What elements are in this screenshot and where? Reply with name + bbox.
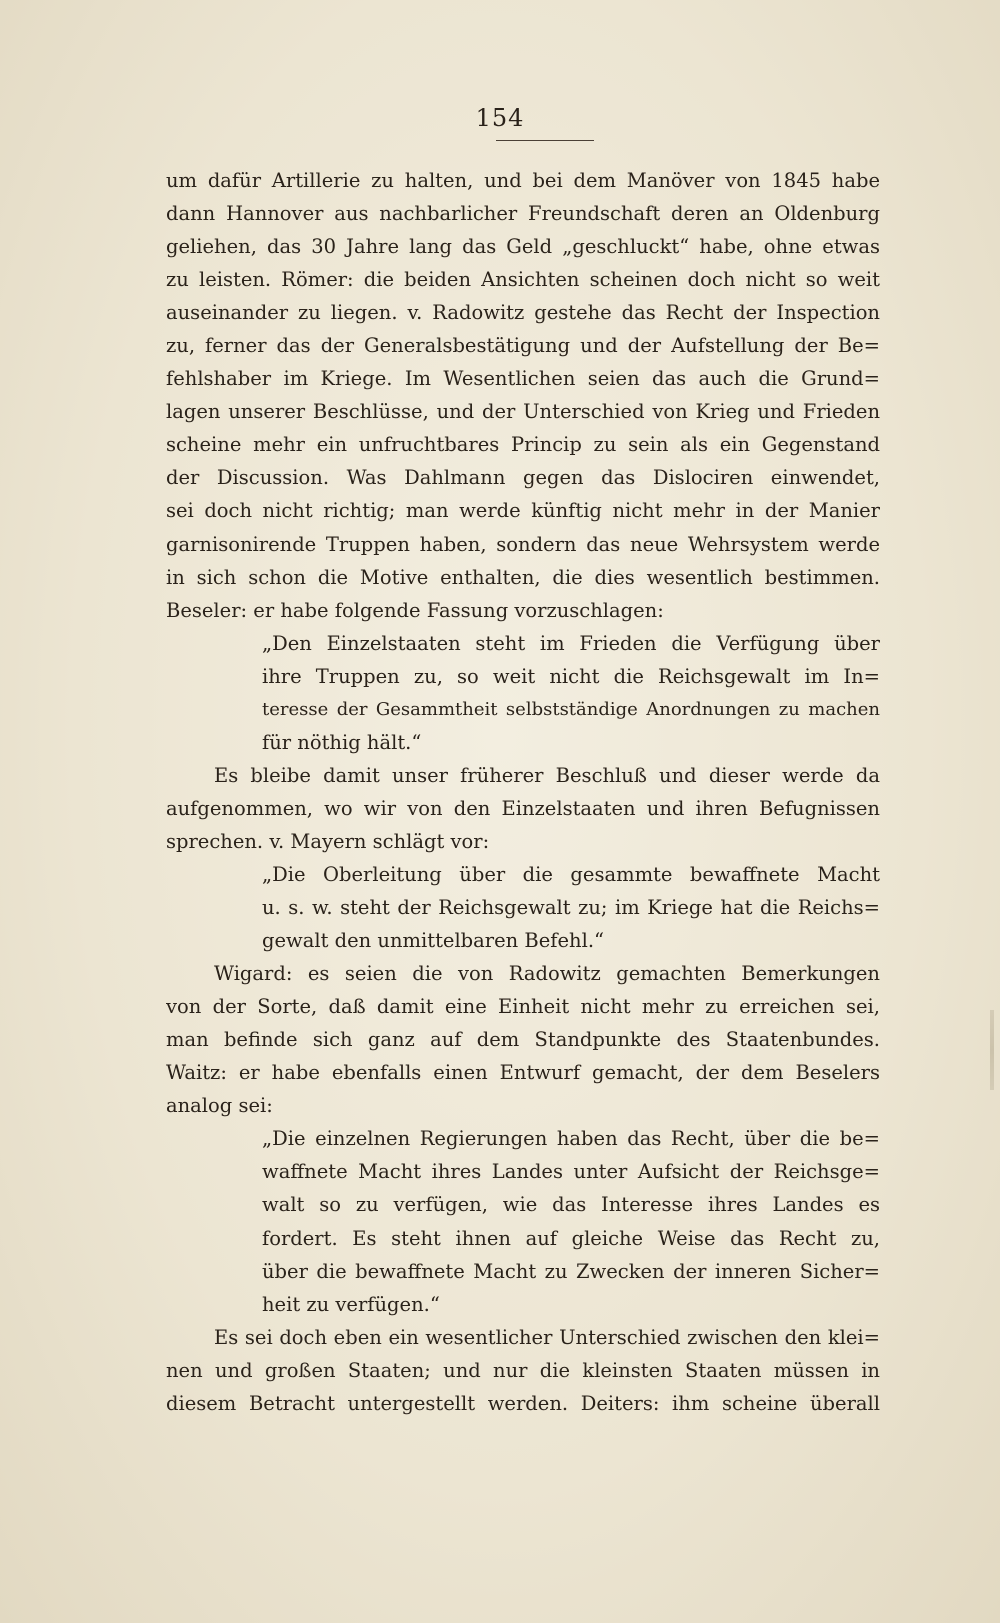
text-line: man befinde sich ganz auf dem Standpunkte des Staatenbundes.: [166, 1028, 880, 1052]
page-edge-mark: [990, 1010, 994, 1090]
text-line: Beseler: er habe folgende Fassung vorzuschlagen:: [166, 598, 664, 622]
text-line: Waitz: er habe ebenfalls einen Entwurf gemacht, der dem Beselers: [166, 1061, 880, 1085]
text-line: Wigard: es seien die von Radowitz gemachten Bemerkungen: [214, 962, 880, 986]
text-line: zu, ferner das der Generalsbestätigung und der Aufstellung der Be=: [166, 334, 880, 358]
text-line: Es bleibe damit unser früherer Beschluß und dieser werde da: [214, 763, 880, 787]
text-line: geliehen, das 30 Jahre lang das Geld „geschluckt“ habe, ohne etwas: [166, 235, 880, 259]
text-line: diesem Betracht untergestellt werden. Deiters: ihm scheine überall: [166, 1391, 880, 1415]
quote-line: u. s. w. steht der Reichsgewalt zu; im Kriege hat die Reichs=: [262, 896, 880, 920]
text-line: analog sei:: [166, 1094, 273, 1118]
quote-line: „Die Oberleitung über die gesammte bewaffnete Macht: [262, 862, 880, 886]
quote-line: fordert. Es steht ihnen auf gleiche Weise das Recht zu,: [262, 1226, 880, 1250]
page-number: 154: [475, 104, 525, 132]
text-line: auseinander zu liegen. v. Radowitz gestehe das Recht der Inspection: [166, 301, 880, 325]
quote-line: walt so zu verfügen, wie das Interesse ihres Landes es: [262, 1193, 880, 1217]
quote-line: „Den Einzelstaaten steht im Frieden die Verfügung über: [262, 631, 880, 655]
body-text: [166, 164, 880, 1420]
quote-line: teresse der Gesammtheit selbstständige Anordnungen zu machen: [262, 698, 880, 720]
text-line: nen und großen Staaten; und nur die kleinsten Staaten müssen in: [166, 1358, 880, 1382]
text-line: der Discussion. Was Dahlmann gegen das Dislociren einwendet,: [166, 466, 880, 490]
quote-line: über die bewaffnete Macht zu Zwecken der inneren Sicher=: [262, 1259, 880, 1283]
text-line: zu leisten. Römer: die beiden Ansichten scheinen doch nicht so weit: [166, 268, 880, 292]
text-line: sprechen. v. Mayern schlägt vor:: [166, 829, 490, 853]
text-line: lagen unserer Beschlüsse, und der Unterschied von Krieg und Frieden: [166, 400, 880, 424]
quote-line: heit zu verfügen.“: [262, 1292, 440, 1316]
quote-line: ihre Truppen zu, so weit nicht die Reichsgewalt im In=: [262, 664, 880, 688]
quote-line: „Die einzelnen Regierungen haben das Recht, über die be=: [262, 1127, 880, 1151]
text-line: aufgenommen, wo wir von den Einzelstaaten und ihren Befugnissen: [166, 796, 880, 820]
text-line: scheine mehr ein unfruchtbares Princip zu sein als ein Gegenstand: [166, 433, 880, 457]
text-line: von der Sorte, daß damit eine Einheit nicht mehr zu erreichen sei,: [166, 995, 880, 1019]
quote-line: gewalt den unmittelbaren Befehl.“: [262, 929, 605, 953]
text-line: dann Hannover aus nachbarlicher Freundschaft deren an Oldenburg: [166, 202, 880, 226]
quote-line: für nöthig hält.“: [262, 730, 422, 754]
text-line: Es sei doch eben ein wesentlicher Unterschied zwischen den klei=: [214, 1325, 880, 1349]
text-line: um dafür Artillerie zu halten, und bei dem Manöver von 1845 habe: [166, 169, 880, 192]
text-line: garnisonirende Truppen haben, sondern das neue Wehrsystem werde: [166, 532, 880, 556]
text-line: sei doch nicht richtig; man werde künftig nicht mehr in der Manier: [166, 499, 880, 523]
text-line: fehlshaber im Kriege. Im Wesentlichen seien das auch die Grund=: [166, 367, 880, 391]
text-line: in sich schon die Motive enthalten, die dies wesentlich bestimmen.: [166, 565, 880, 589]
header-rule: [496, 140, 594, 141]
quote-line: waffnete Macht ihres Landes unter Aufsicht der Reichsge=: [262, 1160, 880, 1184]
